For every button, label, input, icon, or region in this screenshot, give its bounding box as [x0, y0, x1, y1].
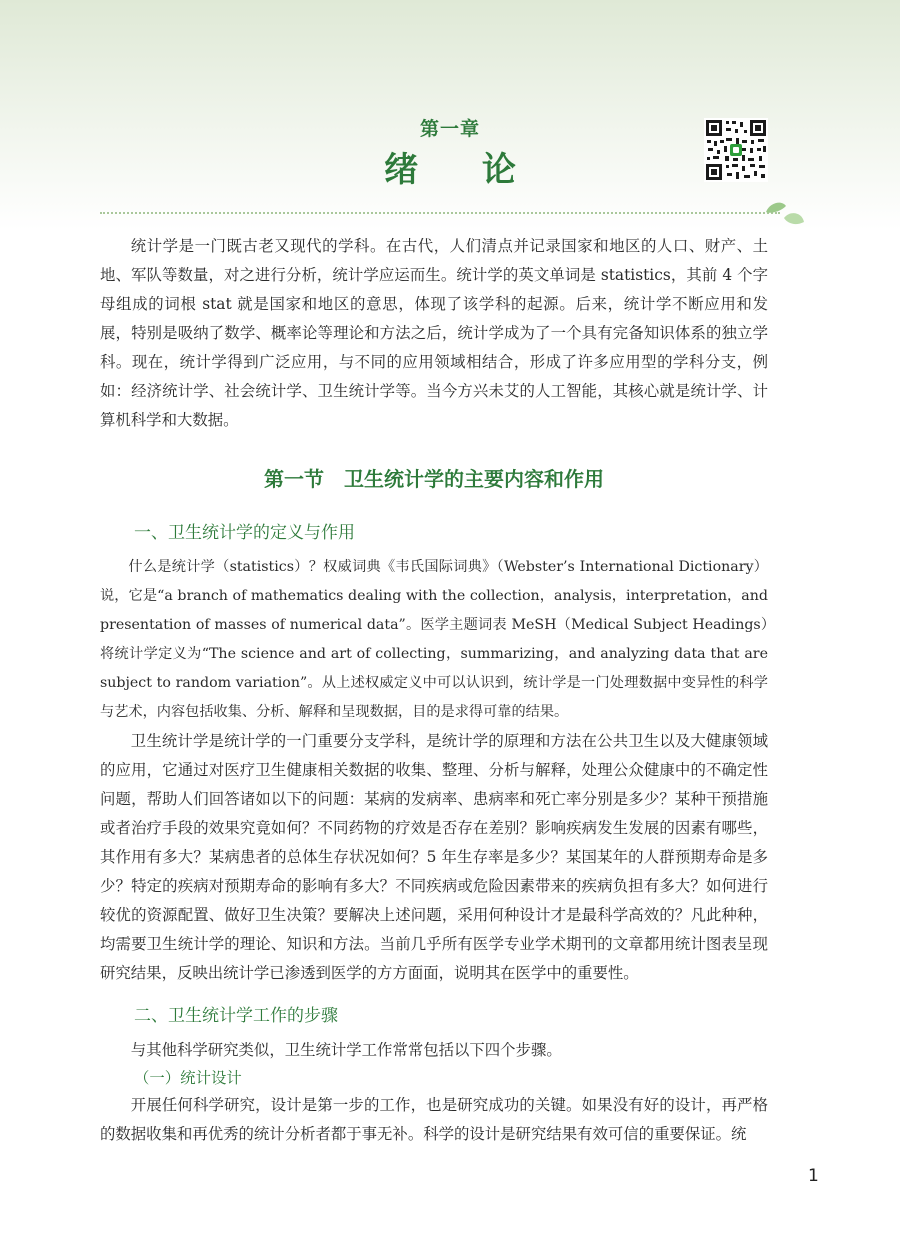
subsubsection-title-design: （一）统计设计	[134, 1069, 242, 1087]
subsection-title-steps: 二、卫生统计学工作的步骤	[134, 1006, 338, 1026]
page-number: 1	[808, 1166, 819, 1186]
page-content	[100, 232, 768, 1149]
section-title: 第一节 卫生统计学的主要内容和作用	[264, 467, 604, 491]
intro-paragraph: 统计学是一门既古老又现代的学科。在古代，人们清点并记录国家和地区的人口、财产、土地、军队等数量，对之进行分析，统计学应运而生。统计学的英文单词是 statistics，其前 4 个字母组成的词根 stat 就是国家和地区的意思，体现了该学科的起源。后来，统计学不断应用和发展，特别是吸纳了数学、概率论等理论和方法之后，统计学成为了一个具有完备知识体系的独立学科。现在，统计学得到广泛应用，与不同的应用领域相结合，形成了许多应用型的学科分支，例如：经济统计学、社会统计学、卫生统计学等。当今方兴未艾的人工智能，其核心就是统计学、计算机科学和大数据。	[100, 237, 768, 429]
chapter-label: 第一章	[419, 118, 480, 140]
qr-code-icon[interactable]	[704, 118, 768, 182]
steps-intro-paragraph: 与其他科学研究类似，卫生统计学工作常常包括以下四个步骤。	[130, 1041, 562, 1059]
subsection-title-definition: 一、卫生统计学的定义与作用	[134, 523, 355, 543]
header-divider	[100, 212, 780, 214]
leaf-decoration-icon	[762, 198, 806, 232]
design-paragraph: 开展任何科学研究，设计是第一步的工作，也是研究成功的关键。如果没有好的设计，再严格的数据收集和再优秀的统计分析者都于事无补。科学的设计是研究结果有效可信的重要保证。统	[100, 1096, 768, 1143]
chapter-title: 绪 论	[384, 150, 542, 190]
health-statistics-paragraph: 卫生统计学是统计学的一门重要分支学科，是统计学的原理和方法在公共卫生以及大健康领域的应用，它通过对医疗卫生健康相关数据的收集、整理、分析与解释，处理公众健康中的不确定性问题，帮助人们回答诸如以下的问题：某病的发病率、患病率和死亡率分别是多少？某种干预措施或者治疗手段的效果究竟如何？不同药物的疗效是否存在差别？影响疾病发生发展的因素有哪些，其作用有多大？某病患者的总体生存状况如何？5 年生存率是多少？某国某年的人群预期寿命是多少？特定的疾病对预期寿命的影响有多大？不同疾病或危险因素带来的疾病负担有多大？如何进行较优的资源配置、做好卫生决策？要解决上述问题，采用何种设计才是最科学高效的？凡此种种，均需要卫生统计学的理论、知识和方法。当前几乎所有医学专业学术期刊的文章都用统计图表呈现研究结果，反映出统计学已渗透到医学的方方面面，说明其在医学中的重要性。	[100, 732, 768, 982]
definition-paragraph: 什么是统计学（statistics）？权威词典《韦氏国际词典》（Webster’s International Dictionary）说，它是“a branch of mathematics dealing with the collection，analysis，interpretation，and presentation of masses of numerical data”。医学主题词表 MeSH（Medical Subject Headings）将统计学定义为“The science and art of collecting，summarizing，and analyzing data that are subject to random variation”。从上述权威定义中可以认识到，统计学是一门处理数据中变异性的科学与艺术，内容包括收集、分析、解释和呈现数据，目的是求得可靠的结果。	[100, 559, 768, 720]
